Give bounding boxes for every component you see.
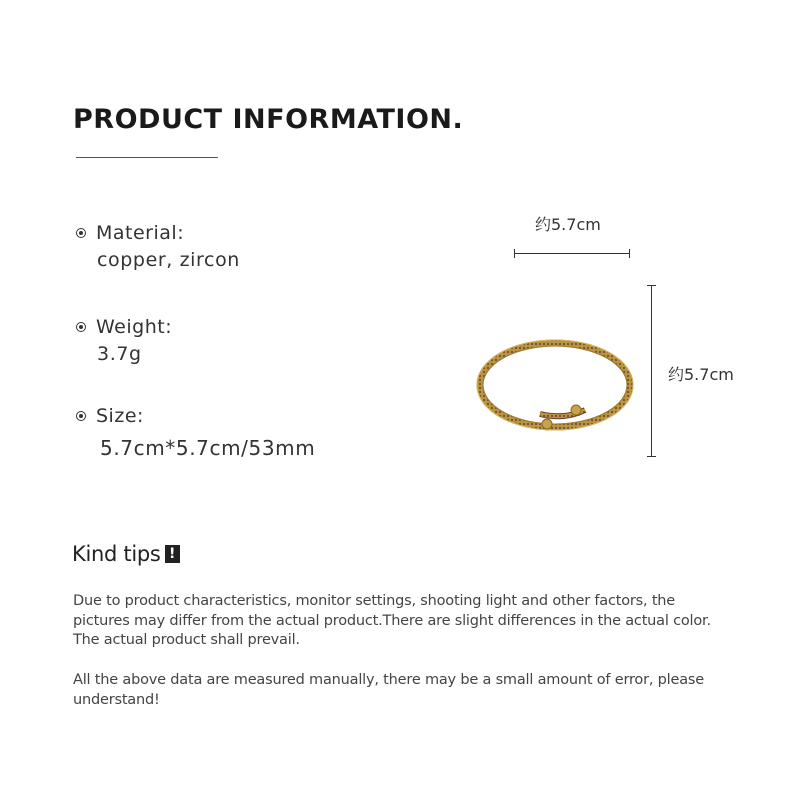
spec-size bbox=[76, 403, 315, 460]
width-dimension-label: 约5.7cm bbox=[535, 215, 601, 234]
tips-paragraph-2: All the above data are measured manually, there may be a small amount of error, please understand! bbox=[73, 672, 704, 708]
spec-weight-label: Weight: bbox=[96, 316, 173, 338]
spec-material-value: copper, zircon bbox=[97, 249, 240, 271]
height-dimension-label: 约5.7cm bbox=[668, 365, 734, 384]
spec-size-value: 5.7cm*5.7cm/53mm bbox=[100, 436, 316, 460]
target-bullet-icon bbox=[76, 411, 86, 421]
height-dimension-line bbox=[651, 285, 652, 457]
width-dimension-line bbox=[514, 253, 630, 254]
target-bullet-icon bbox=[76, 322, 86, 332]
spec-weight bbox=[76, 314, 172, 365]
kind-tips-heading bbox=[72, 542, 180, 566]
target-bullet-icon bbox=[76, 228, 86, 238]
exclamation-icon: ! bbox=[165, 545, 180, 563]
spec-size-label: Size: bbox=[96, 405, 144, 427]
spec-material bbox=[76, 220, 240, 271]
tips-paragraph-1: Due to product characteristics, monitor settings, shooting light and other factors, the pictures may differ from the actual product.There are slight differences in the actual color. The actual product shall prevail. bbox=[73, 593, 711, 648]
kind-tips-title: Kind tips bbox=[72, 542, 161, 566]
bangle-image bbox=[470, 330, 640, 440]
spec-weight-value: 3.7g bbox=[97, 343, 142, 365]
spec-material-label: Material: bbox=[96, 222, 185, 244]
page-title: PRODUCT INFORMATION. bbox=[73, 104, 464, 135]
title-divider bbox=[76, 157, 218, 158]
